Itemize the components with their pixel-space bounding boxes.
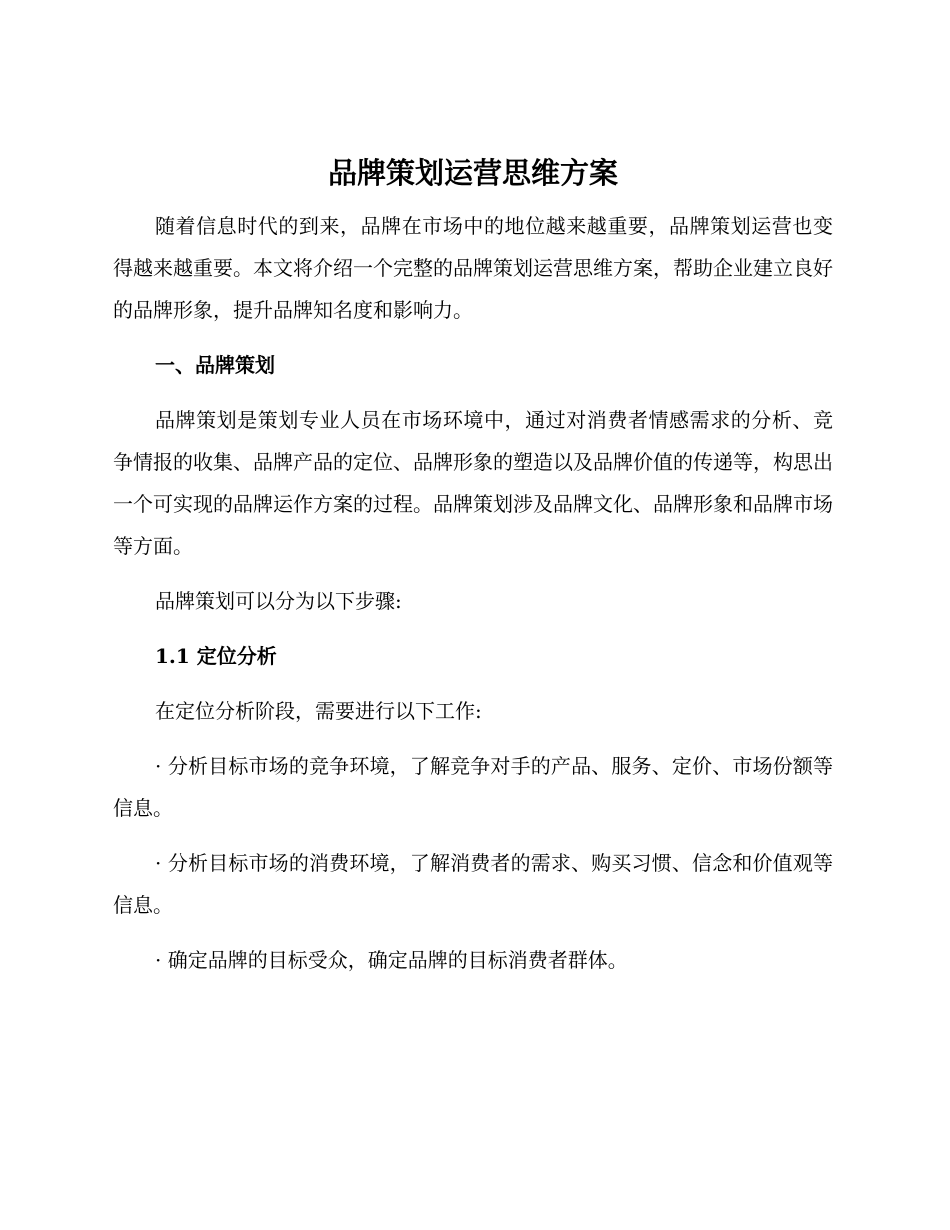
section-paragraph-brand-planning: 品牌策划是策划专业人员在市场环境中，通过对消费者情感需求的分析、竞争情报的收集、品牌产品的定位、品牌形象的塑造以及品牌价值的传递等，构思出一个可实现的品牌运作方案的过程。品牌策划涉及品牌文化、品牌形象和品牌市场等方面。 <box>113 408 833 558</box>
steps-intro-paragraph: 品牌策划可以分为以下步骤: <box>155 589 402 613</box>
page-title: 品牌策划运营思维方案 <box>327 156 618 190</box>
list-item: · 分析目标市场的消费环境，了解消费者的需求、购买习惯、信念和价值观等信息。 <box>113 851 833 917</box>
document-body <box>113 150 833 981</box>
list-item: · 确定品牌的目标受众，确定品牌的目标消费者群体。 <box>155 948 628 972</box>
positioning-intro-paragraph: 在定位分析阶段，需要进行以下工作: <box>155 699 482 723</box>
list-item: · 分析目标市场的竞争环境，了解竞争对手的产品、服务、定价、市场份额等信息。 <box>113 754 833 820</box>
intro-paragraph: 随着信息时代的到来，品牌在市场中的地位越来越重要，品牌策划运营也变得越来越重要。本文将介绍一个完整的品牌策划运营思维方案，帮助企业建立良好的品牌形象，提升品牌知名度和影响力。 <box>113 214 833 322</box>
section-heading-brand-planning: 一、品牌策划 <box>155 353 275 377</box>
subsection-heading-positioning: 1.1 定位分析 <box>155 644 277 668</box>
